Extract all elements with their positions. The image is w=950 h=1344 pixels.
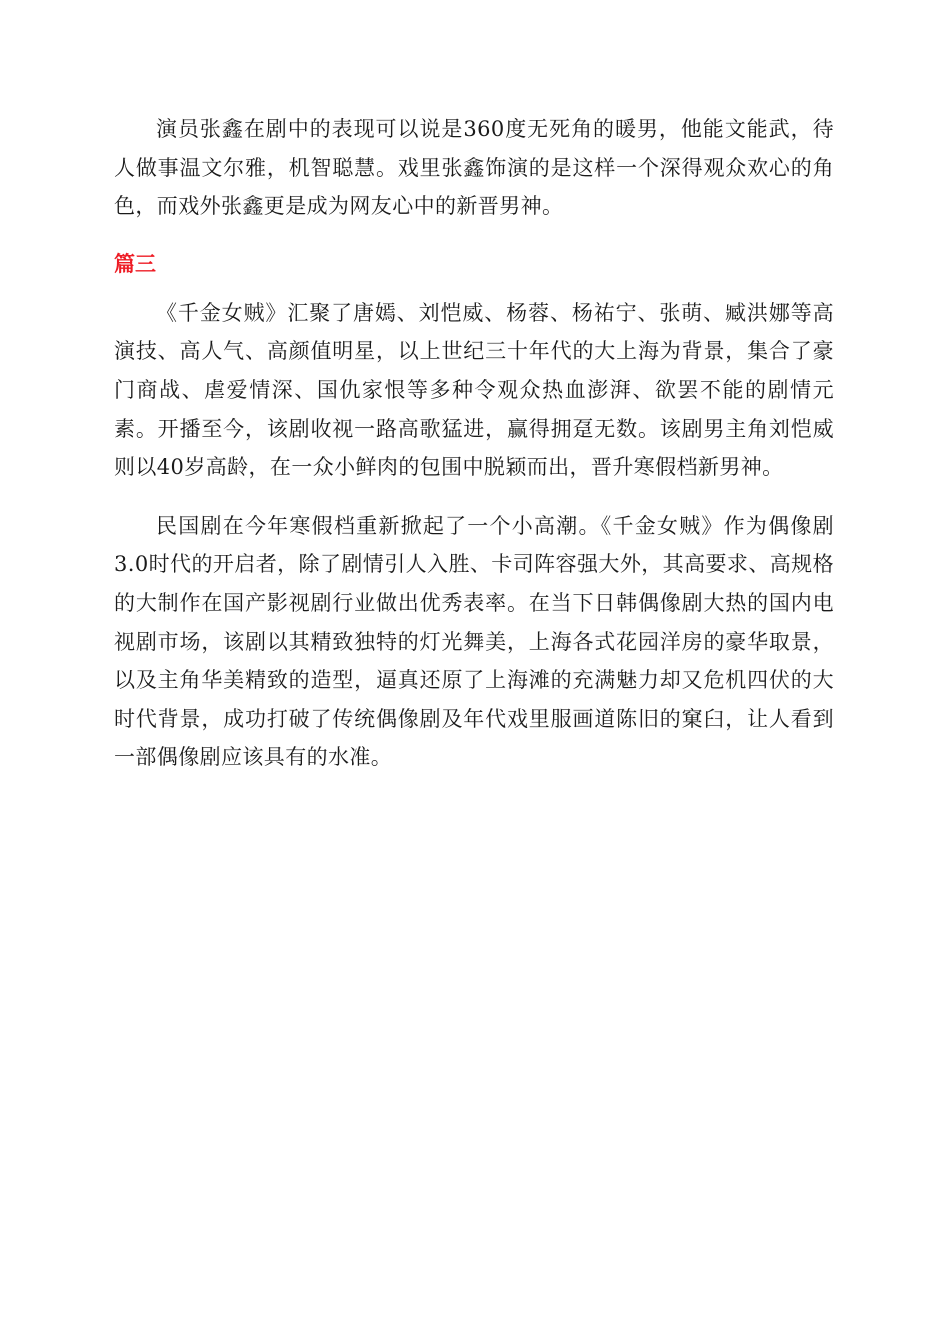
paragraph-3: 民国剧在今年寒假档重新掀起了一个小高潮。《千金女贼》作为偶像剧3.0时代的开启者，除了剧情引人入胜、卡司阵容强大外，其高要求、高规格的大制作在国产影视剧行业做出优秀表率。在当下日韩偶像剧大热的国内电视剧市场，该剧以其精致独特的灯光舞美，上海各式花园洋房的豪华取景，以及主角华美精致的造型，逼真还原了上海滩的充满魅力却又危机四伏的大时代背景，成功打破了传统偶像剧及年代戏里服画道陈旧的窠臼，让人看到一部偶像剧应该具有的水准。 [114,513,834,770]
document-body [114,110,834,777]
section-heading: 篇三 [114,251,156,276]
paragraph-1: 演员张鑫在剧中的表现可以说是360度无死角的暖男，他能文能武，待人做事温文尔雅，机智聪慧。戏里张鑫饰演的是这样一个深得观众欢心的角色，而戏外张鑫更是成为网友心中的新晋男神。 [114,117,834,219]
paragraph-2: 《千金女贼》汇聚了唐嫣、刘恺威、杨蓉、杨祐宁、张萌、臧洪娜等高演技、高人气、高颜值明星，以上世纪三十年代的大上海为背景，集合了豪门商战、虐爱情深、国仇家恨等多种令观众热血澎湃、欲罢不能的剧情元素。开播至今，该剧收视一路高歌猛进，赢得拥趸无数。该剧男主角刘恺威则以40岁高龄，在一众小鲜肉的包围中脱颖而出，晋升寒假档新男神。 [114,300,834,480]
